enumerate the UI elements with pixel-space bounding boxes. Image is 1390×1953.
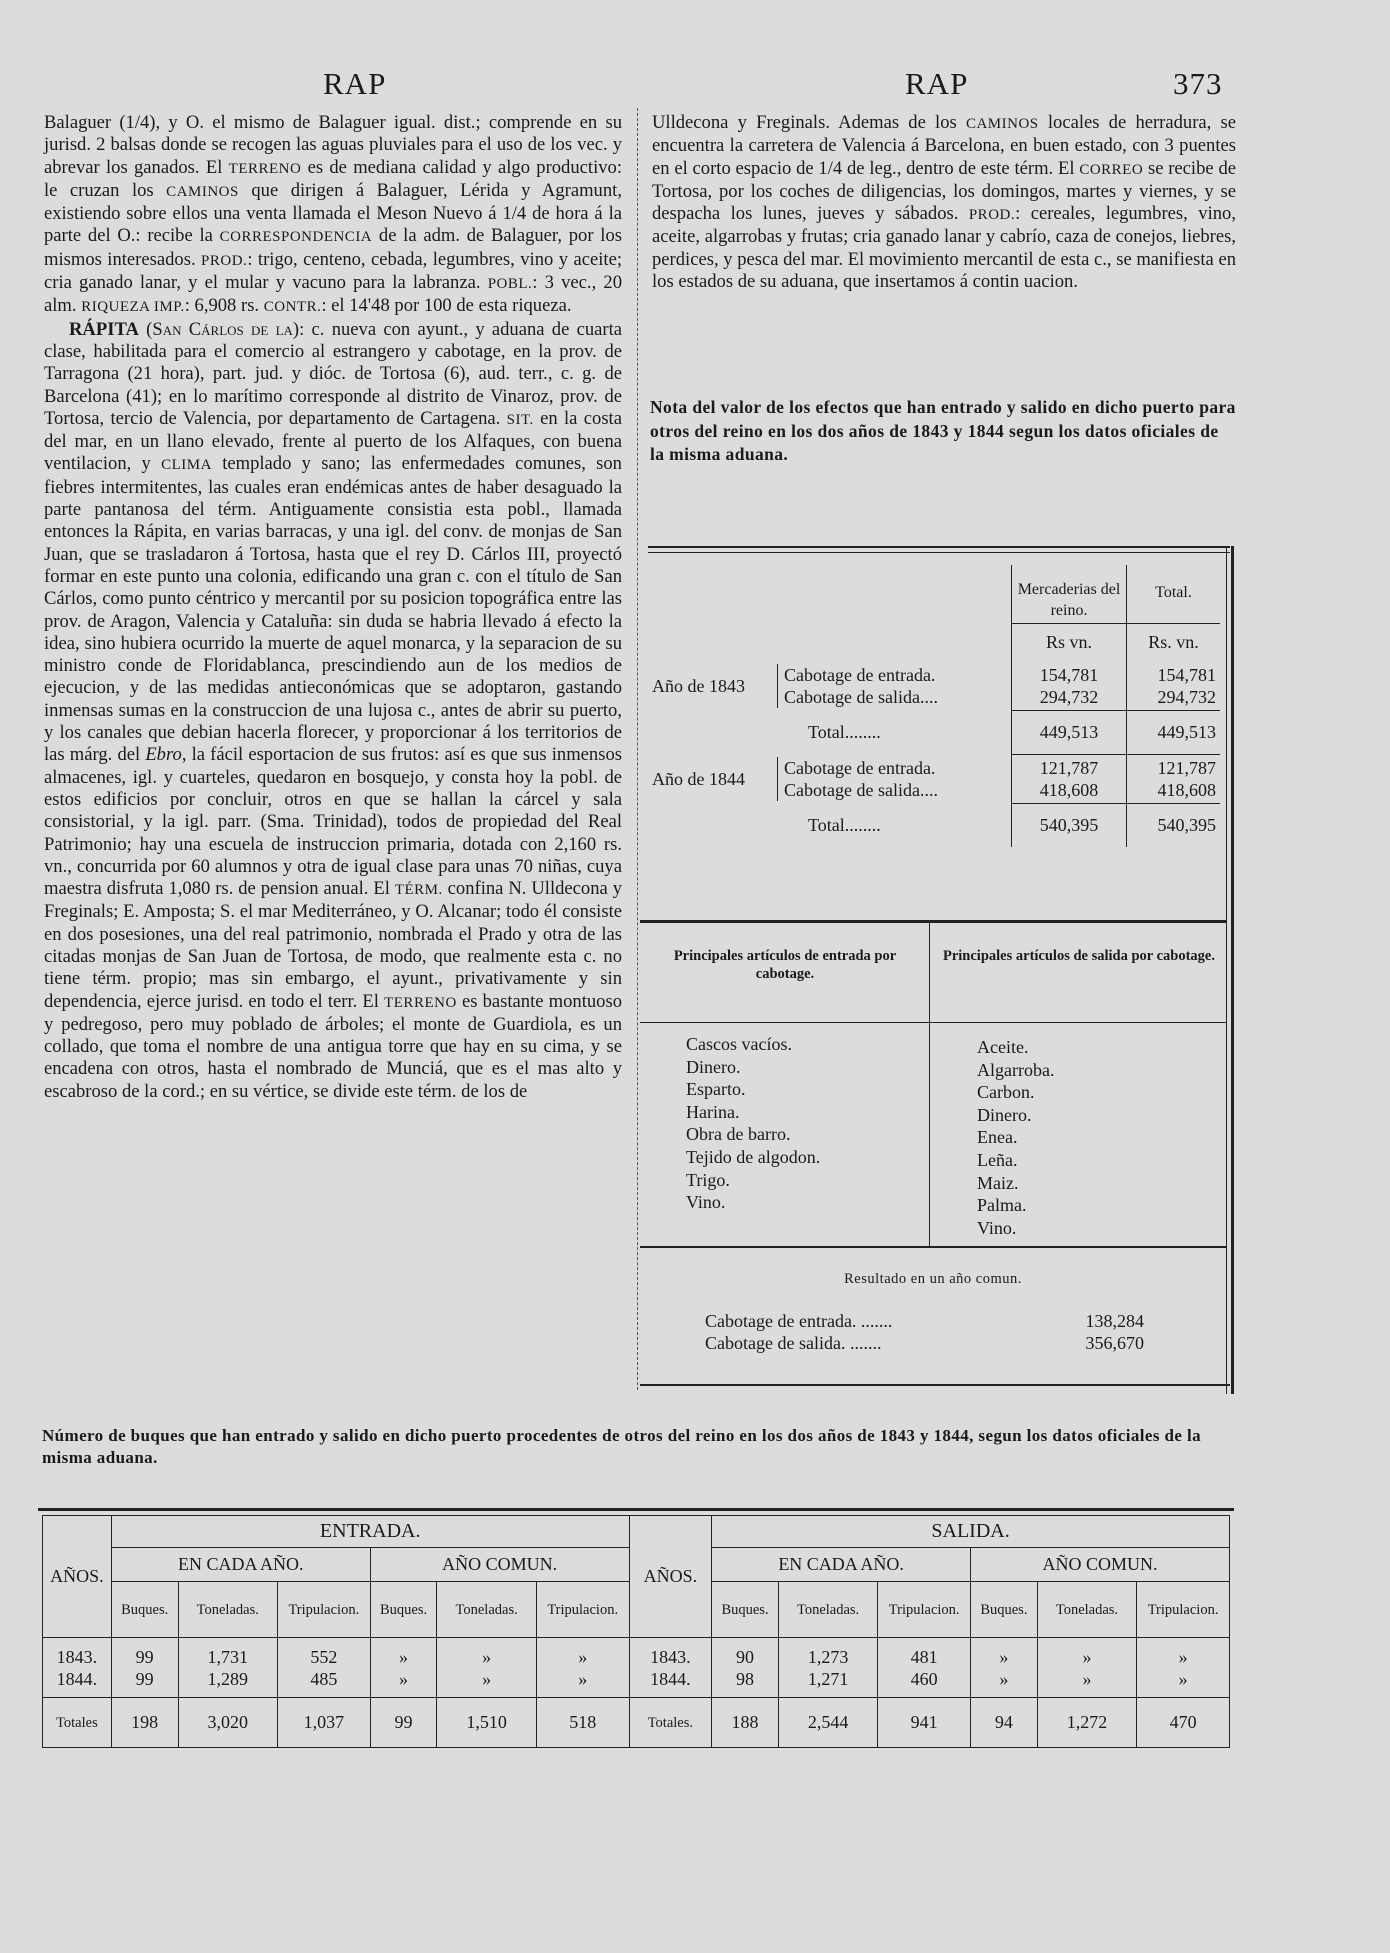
article-in-item: Esparto. [686,1079,746,1100]
result-values: 138,284 356,670 [1085,1311,1144,1353]
article-out-item: Vino. [977,1217,1017,1238]
totales-label: Totales. [629,1698,712,1748]
total-1844: 121,787 418,608 [1127,754,1221,803]
col-buques: Buques. [111,1582,178,1638]
paragraph-continuation: Ulldecona y Freginals. Ademas de los CAMINOS locales de herradura, se encuentra la carretera de Valencia á Barcelona, en buen estado, con 3 puentes en el corto espacio de 1/4 de leg., dentro de este térm. El CORREO se recibe de Tortosa, por los coches de diligencias, los domingos, martes y viernes, y se despacha los lunes, jueves y sábados. PROD.: cereales, legumbres, vino, aceite, algarrobas y frutas; cria ganado lanar y cabrío, caza de conejos, liebres, perdices, y pesca del mar. El movimiento mercantil de esta c., se manifiesta en los estados de su aduana, que insertamos á contin uacion. [652,112,1237,293]
merc-1844: 121,787 418,608 [1012,754,1127,803]
result-labels: Cabotage de entrada. ....... Cabotage de salida. ....... [705,1311,893,1353]
years-cell: 1843. 1844. [629,1638,712,1698]
page-number: 373 [1173,66,1223,101]
in-tot-buques: 198 [111,1698,178,1748]
salida-cada: EN CADA AÑO. [712,1548,971,1582]
table-right-rule [1226,546,1234,1394]
col-tripulacion: Tripulacion. [878,1582,971,1638]
articles-mid-rule [929,922,930,1247]
col-header-total: Total. [1155,584,1192,601]
entrada-header: ENTRADA. [111,1516,629,1548]
article-in-item: Obra de barro. [686,1124,791,1145]
out-comun-toneladas: » » [1037,1638,1136,1698]
col-tripulacion: Tripulacion. [277,1582,370,1638]
value-table [648,565,1220,847]
article-out-item: Leña. [977,1149,1018,1170]
out-tot-comun-toneladas: 1,272 [1037,1698,1136,1748]
article-in-item: Vino. [686,1192,726,1213]
col-buques: Buques. [712,1582,779,1638]
col-buques: Buques. [370,1582,437,1638]
merc-total-1843: 449,513 [1012,710,1127,754]
entry-title: RÁPITA [69,318,139,340]
grand-total-1843: 449,513 [1127,710,1221,754]
article-out-item: Palma. [977,1195,1027,1216]
out-tripulacion: 481 460 [878,1638,971,1698]
grand-total-1844: 540,395 [1127,803,1221,847]
table-top-rule [648,546,1230,553]
articles-in-header: Principales artículos de entrada por cabotage. [673,948,897,982]
articles-header-rule [640,1022,1226,1023]
total-label: Total........ [808,721,881,742]
article-out-item: Aceite. [977,1037,1029,1057]
salida-comun: AÑO COMUN. [971,1548,1230,1582]
col-anos: AÑOS. [43,1516,112,1638]
left-column [44,112,622,1103]
col-tripulacion: Tripulacion. [1137,1582,1230,1638]
in-tot-tripulacion: 1,037 [277,1698,370,1748]
running-head-center: RAP [905,66,969,101]
col-toneladas: Toneladas. [1037,1582,1136,1638]
out-tot-comun-tripulacion: 470 [1137,1698,1230,1748]
col-toneladas: Toneladas. [178,1582,277,1638]
col-header-merc: Mercaderias del reino. [1012,565,1127,624]
in-tripulacion: 552 485 [277,1638,370,1698]
entrada-comun: AÑO COMUN. [370,1548,629,1582]
merc-total-1844: 540,395 [1012,803,1127,847]
article-in-item: Trigo. [686,1169,730,1190]
article-in-item: Tejido de algodon. [686,1146,821,1167]
article-out-item: Enea. [977,1127,1018,1148]
article-out-item: Algarroba. [977,1059,1055,1080]
right-column [652,112,1236,293]
years-cell: 1843. 1844. [43,1638,112,1698]
col-buques: Buques. [971,1582,1038,1638]
year-1843-group: Año de 1843Cabotage de entrada. Cabotage de salida.... [652,664,938,707]
article-in-item: Dinero. [686,1056,741,1077]
out-buques: 90 98 [712,1638,779,1698]
unit-label: Rs. vn. [1127,624,1221,662]
in-buques: 99 99 [111,1638,178,1698]
unit-label: Rs vn. [1012,624,1127,662]
in-tot-comun-tripulacion: 518 [536,1698,629,1748]
articles-out-header: Principales artículos de salida por cabotage. [942,948,1215,964]
ships-table-top-rule [38,1508,1234,1511]
paragraph-balaguer: Balaguer (1/4), y O. el mismo de Balaguer igual. dist.; comprende en su jurisd. 2 balsas donde se recogen las aguas pluviales para el uso de los vec. y abrevar los ganados. El TERRENO es de mediana calidad y algo productivo: le cruzan los CAMINOS que dirigen á Balaguer, Lérida y Agramunt, existiendo sobre ellos una venta llamada el Meson Nuevo á 1/4 de hora á la parte del O.: recibe la CORRESPONDENCIA de la adm. de Balaguer, por los mismos interesados. PROD.: trigo, centeno, cebada, legumbres, vino y aceite; cria ganado lanar, y el mular y vacuno para la labranza. POBL.: 3 vec., 20 alm. RIQUEZA IMP.: 6,908 rs. CONTR.: el 14'48 por 100 de esta riqueza. [44,112,622,317]
in-comun-toneladas: » » [437,1638,536,1698]
total-label: Total........ [808,814,881,835]
in-tot-toneladas: 3,020 [178,1698,277,1748]
year-1844-group: Año de 1844Cabotage de entrada. Cabotage de salida.... [652,757,938,800]
col-toneladas: Toneladas. [778,1582,877,1638]
in-comun-buques: » » [370,1638,437,1698]
total-1843: 154,781 294,732 [1157,664,1216,707]
out-tot-buques: 188 [712,1698,779,1748]
articles-bottom-rule [640,1246,1226,1248]
merc-1843: 154,781 294,732 [1012,662,1127,711]
article-out-item: Maiz. [977,1172,1019,1193]
totales-label: Totales [43,1698,112,1748]
result-title: Resultado en un año comun. [844,1271,1022,1287]
out-tot-tripulacion: 941 [878,1698,971,1748]
article-in-item: Cascos vacíos. [686,1034,792,1054]
article-in-item: Harina. [686,1101,740,1122]
article-out-item: Dinero. [977,1104,1032,1125]
out-tot-toneladas: 2,544 [778,1698,877,1748]
col-tripulacion: Tripulacion. [536,1582,629,1638]
in-comun-tripulacion: » » [536,1638,629,1698]
articles-top-rule [640,920,1226,925]
ships-table [42,1515,1230,1748]
col-anos: AÑOS. [629,1516,712,1638]
entrada-cada: EN CADA AÑO. [111,1548,370,1582]
ships-table-title: Número de buques que han entrado y salido en dicho puerto procedentes de otros del reino en los dos años de 1843 y 1844, segun los datos oficiales de la misma aduana. [42,1426,1201,1467]
out-comun-tripulacion: » » [1137,1638,1230,1698]
salida-header: SALIDA. [712,1516,1230,1548]
table-bottom-rule [640,1384,1230,1386]
out-tot-comun-buques: 94 [971,1698,1038,1748]
articles-in-list [686,1033,820,1214]
running-head-left: RAP [323,66,387,101]
article-out-item: Carbon. [977,1082,1035,1103]
paragraph-rapita: RÁPITA (San Cárlos de la): c. nueva con ayunt., y aduana de cuarta clase, habilitada para el comercio al estrangero y cabotage, en la prov. de Tarragona (21 hora), part. jud. y dióc. de Tortosa (6), aud. terr., c. g. de Barcelona (41); en lo marítimo corresponde al distrito de Vinaroz, prov. de Tortosa, tercio de Valencia, por departamento de Cartagena. SIT. en la costa del mar, en un llano elevado, frente al puerto de los Alfaques, con buena ventilacion, y CLIMA templado y sano; las enfermedades comunes, son fiebres intermitentes, las cuales eran endémicas antes de haber desaguado la parte pantanosa del térm. Antiguamente consistia esta pobl., llamada entonces la Rápita, en varias barracas, y una igl. del conv. de monjas de San Juan, que se trasladaron á Tortosa, hasta que el rey D. Cárlos III, proyectó formar en este punto una colonia, edificando una gran c. con el título de San Cárlos, como punto céntrico y mercantil por su posicion topográfica entre las prov. de Aragon, Valencia y Cataluña: sin duda se habria llevado á efecto la idea, sino hubiera ocurrido la muerte de aquel monarca, y la separacion de su ministro conde de Floridablanca, prescindiendo aun de los medios de ejecucion, y de las medidas antieconómicas que se adoptaron, gastando inmensas sumas en la construccion de una lujosa c., antes de abrir su puerto, y los canales que debian hacerla florecer, y proporcionar á los territorios de las márg. del Ebro, la fácil esportacion de sus frutos: así es que sus inmensos almacenes, igl. y cuarteles, quedaron en bosquejo, y consta hoy la pobl. de estos edificios por concluir, otros en que se hallan la cárcel y sala consistorial, y la igl. parr. (Sma. Trinidad), todos de propiedad del Real Patrimonio; hay una escuela de instruccion primaria, dotada con 2,160 rs. vn., concurrida por 60 alumnos y otra de igual clase para unas 70 niñas, cuya maestra disfruta 1,080 rs. de pension anual. El TÉRM. confina N. Ulldecona y Freginals; E. Amposta; S. el mar Mediterráneo, y O. Alcanar; todo él consiste en dos posesiones, una del real patrimonio, nombrada el Prado y otra de las citadas monjas de San Juan de Tortosa, de modo, que realmente esta c. no tiene térm. propio; mas sin embargo, el ayunt., privativamente y sin dependencia, ejerce jurisd. en todo el terr. El TERRENO es bastante montuoso y pedregoso, pero muy poblado de árboles; el monte de Guardiola, es un collado, que toma el nombre de una antigua torre que hay en su cima, y se encadena con otros, hasta el nombrado de Munciá, que es el mas alto y escabroso de la cord.; en su vértice, se divide este térm. de los de [44,318,623,1102]
out-toneladas: 1,273 1,271 [778,1638,877,1698]
in-tot-comun-toneladas: 1,510 [437,1698,536,1748]
col-toneladas: Toneladas. [437,1582,536,1638]
in-tot-comun-buques: 99 [370,1698,437,1748]
articles-out-list [977,1036,1054,1239]
value-table-title: Nota del valor de los efectos que han entrado y salido en dicho puerto para otros del reino en los dos años de 1843 y 1844 segun los datos oficiales de la misma aduana. [650,397,1236,464]
in-toneladas: 1,731 1,289 [178,1638,277,1698]
out-comun-buques: » » [971,1638,1038,1698]
column-divider [637,108,638,1390]
